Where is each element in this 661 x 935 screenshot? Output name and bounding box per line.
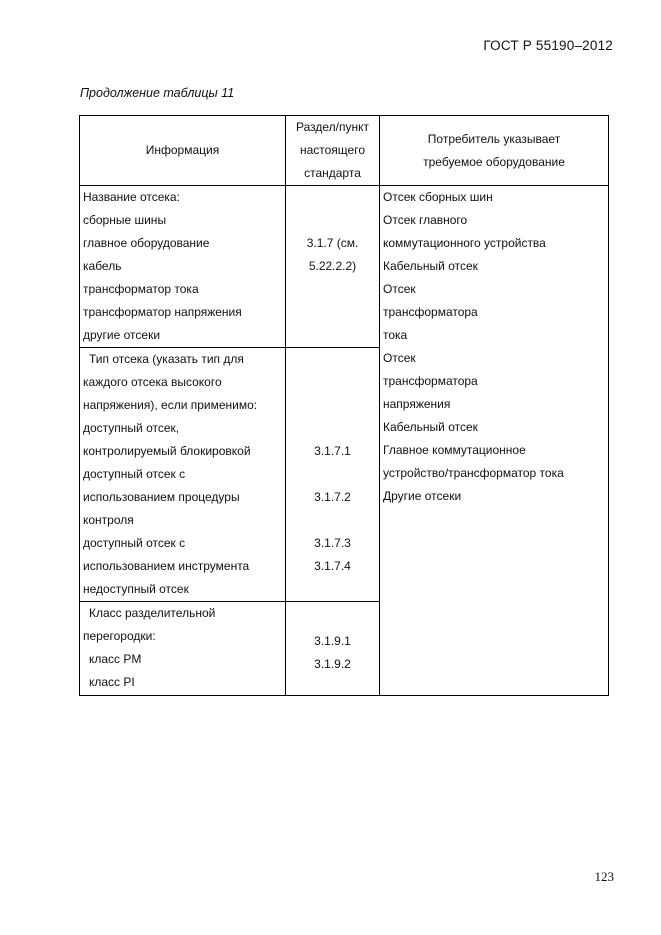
row1-info: Название отсека: сборные шины главное оборудование кабель трансформатор тока трансформатор напряжения другие отсеки (80, 186, 286, 348)
table-header-row (80, 116, 609, 186)
table-row (80, 186, 609, 348)
page-number: 123 (594, 869, 614, 884)
header-consumer: Потребитель указывает требуемое оборудование (380, 116, 609, 186)
row3-section: 3.1.9.1 3.1.9.2 (286, 602, 380, 696)
row3-info: Класс разделительной перегородки: класс PM класс PI (80, 602, 286, 696)
standard-code: ГОСТ Р 55190–2012 (483, 38, 613, 53)
row2-info: Тип отсека (указать тип для каждого отсека высокого напряжения), если применимо: доступный отсек, контролируемый блокировкой доступный отсек с использованием процедуры контроля доступный отсек с использованием инструмента недоступный отсек (80, 348, 286, 602)
table-caption: Продолжение таблицы 11 (80, 86, 235, 100)
equipment-table (79, 115, 609, 696)
row1-section: 3.1.7 (см. 5.22.2.2) (286, 186, 380, 348)
row2-section: 3.1.7.1 3.1.7.2 3.1.7.3 3.1.7.4 (286, 348, 380, 602)
header-info: Информация (80, 116, 286, 186)
consumer-cell: Отсек сборных шин Отсек главного коммутационного устройства Кабельный отсек Отсек трансформатора тока Отсек трансформатора напряжения Кабельный отсек Главное коммутационное устройство/трансформатор тока Другие отсеки (380, 186, 609, 696)
header-section: Раздел/пункт настоящего стандарта (286, 116, 380, 186)
